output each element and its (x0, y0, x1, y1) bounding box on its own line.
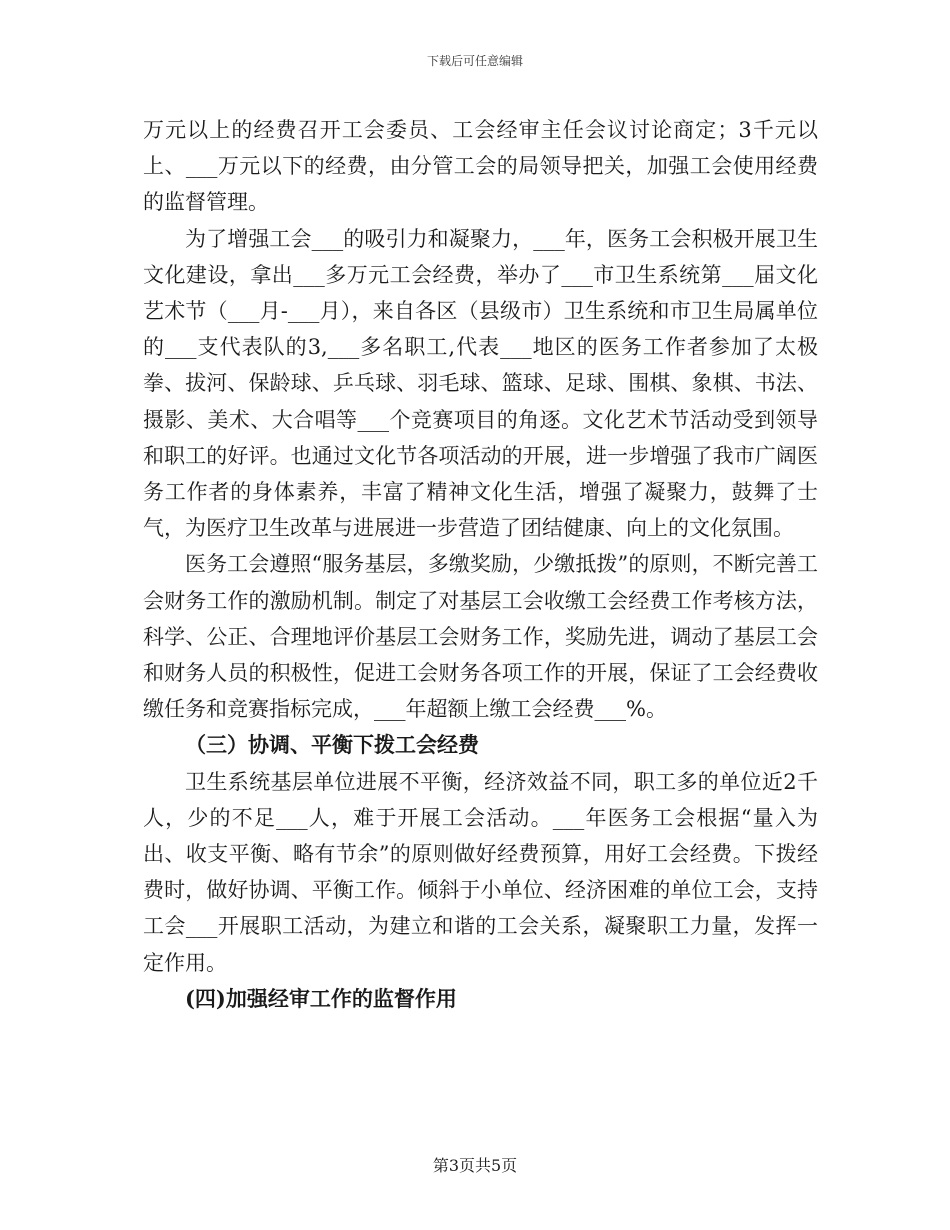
paragraph-incentive-mechanism: 医务工会遵照“服务基层，多缴奖励，少缴抵拨”的原则，不断完善工会财务工作的激励机制。制定了对基层工会收缴工会经费工作考核方法，科学、公正、合理地评价基层工会财务工作，奖励先进，调动了基层工会和财务人员的积极性，促进工会财务各项工作的开展，保证了工会经费收缴任务和竞赛指标完成，___年超额上缴工会经费___%。 (143, 552, 818, 722)
section-heading-4: (四)加强经审工作的监督作用 (185, 985, 457, 1011)
page-number: 第3页共5页 (432, 1156, 518, 1175)
paragraph-balance-allocation: 卫生系统基层单位进展不平衡，经济效益不同，职工多的单位近2千人，少的不足___人，难于开展工会活动。___年医务工会根据“量入为出、收支平衡、略有节余”的原则做好经费预算，用好工会经费。下拨经费时，做好协调、平衡工作。倾斜于小单位、经济困难的单位工会，支持工会___开展职工活动，为建立和谐的工会关系，凝聚职工力量，发挥一定作用。 (143, 769, 818, 975)
section-heading-3: （三）协调、平衡下拨工会经费 (185, 732, 479, 758)
paragraph-funding-approval: 万元以上的经费召开工会委员、工会经审主任会议讨论商定；3千元以上、___万元以下的经费，由分管工会的局领导把关，加强工会使用经费的监督管理。 (143, 118, 818, 215)
document-body (143, 112, 818, 1017)
header-note: 下载后可任意编辑 (426, 54, 523, 68)
paragraph-culture-festival: 为了增强工会___的吸引力和凝聚力，___年，医务工会积极开展卫生文化建设，拿出___多万元工会经费，举办了___市卫生系统第___届文化艺术节（___月-___月），来自各区（县级市）卫生系统和市卫生局属单位的___支代表队的3,___多名职工,代表___地区的医务工作者参加了太极拳、拔河、保龄球、乒乓球、羽毛球、篮球、足球、围棋、象棋、书法、摄影、美术、大合唱等___个竞赛项目的角逐。文化艺术节活动受到领导和职工的好评。也通过文化节各项活动的开展，进一步增强了我市广阔医务工作者的身体素养，丰富了精神文化生活，增强了凝聚力，鼓舞了士气，为医疗卫生改革与进展进一步营造了团结健康、向上的文化氛围。 (143, 226, 818, 541)
